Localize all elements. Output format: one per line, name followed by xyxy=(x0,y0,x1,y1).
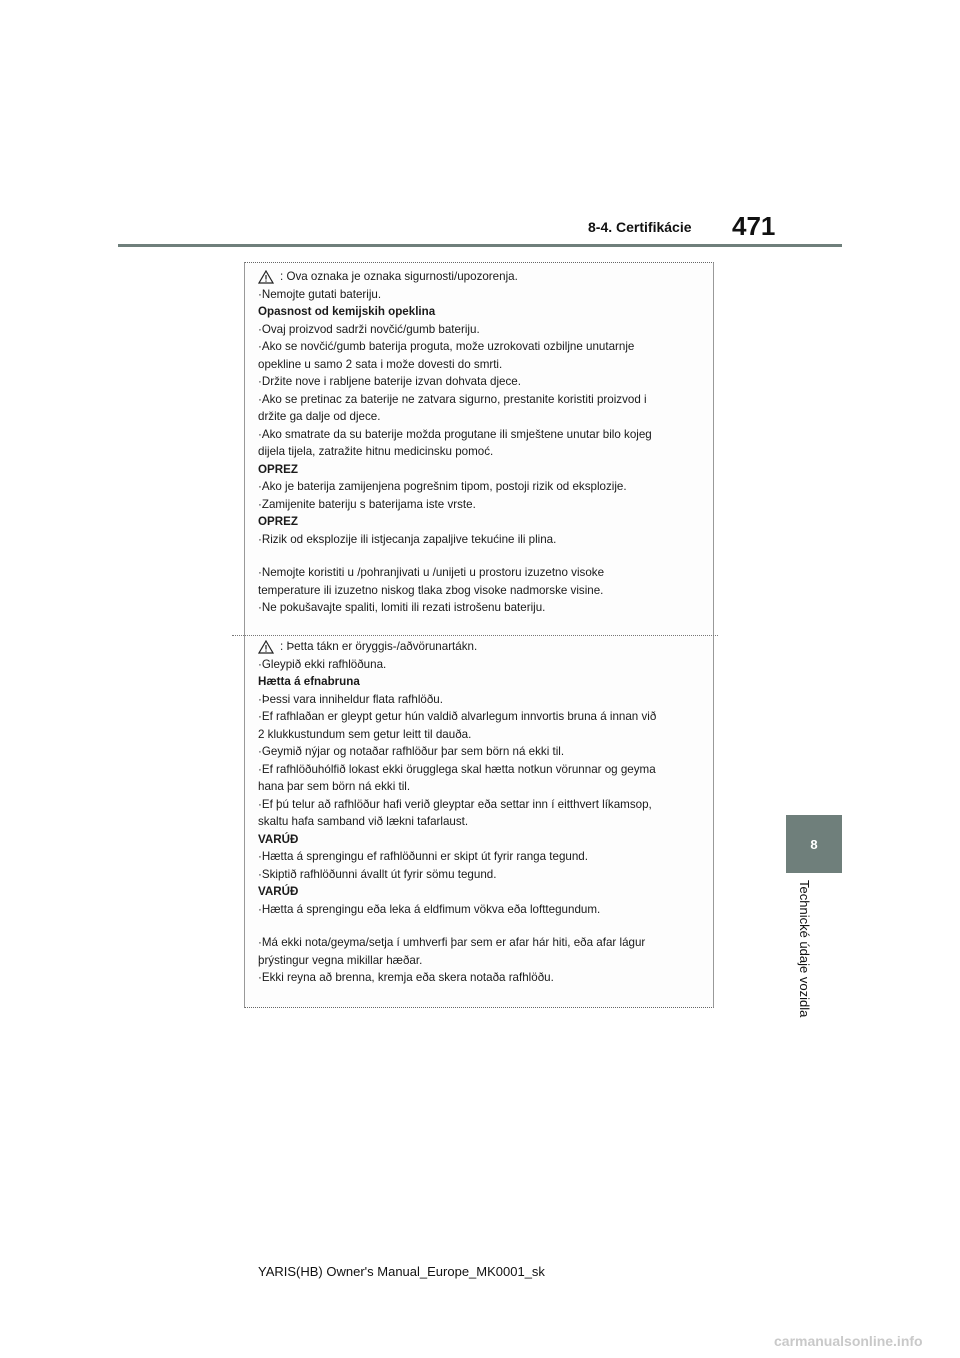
chapter-tab: 8 xyxy=(786,815,842,873)
section-heading: Opasnost od kemijskih opeklina xyxy=(258,305,436,318)
section-title: 8-4. Certifikácie xyxy=(588,219,692,235)
text-line: ·Nemojte gutati bateriju. xyxy=(258,287,382,301)
text-line: ·Ne pokušavajte spaliti, lomiti ili rezati istrošenu bateriju. xyxy=(258,601,546,614)
text-line: ·Ako smatrate da su baterije možda progutane ili smještene unutar bilo kojeg xyxy=(258,427,652,441)
croatian-section xyxy=(258,268,698,617)
text-line: ·Ovaj proizvod sadrži novčić/gumb bateriju. xyxy=(258,322,480,336)
section-heading: VARÚÐ xyxy=(258,885,299,898)
section-heading: Hætta á efnabruna xyxy=(258,675,360,688)
text-line: ·Má ekki nota/geyma/setja í umhverfi þar sem er afar hár hiti, eða afar lágur xyxy=(258,936,646,949)
text-line: ·Zamijenite bateriju s baterijama iste vrste. xyxy=(258,497,476,511)
icelandic-warning-text: : Þetta tákn er öryggis-/aðvörunartákn. xyxy=(280,640,478,653)
text-line: ·Gleypið ekki rafhlöðuna. xyxy=(258,657,387,671)
text-line: dijela tijela, zatražite hitnu medicinsku pomoć. xyxy=(258,445,494,458)
section-heading: OPREZ xyxy=(258,515,298,528)
text-line: ·Hætta á sprengingu eða leka á eldfimum vökva eða lofttegundum. xyxy=(258,902,601,916)
text-line: þrýstingur vegna mikillar hæðar. xyxy=(258,953,423,967)
text-line: ·Ef þú telur að rafhlöður hafi verið gleyptar eða settar inn í eitthvert líkamsop, xyxy=(258,797,652,811)
text-line: ·Rizik od eksplozije ili istjecanja zapaljive tekućine ili plina. xyxy=(258,532,557,546)
text-line: opekline u samo 2 sata i može dovesti do smrti. xyxy=(258,357,503,371)
croatian-warning-text: : Ova oznaka je oznaka sigurnosti/upozorenja. xyxy=(280,270,518,283)
text-line: ·Ako se pretinac za baterije ne zatvara sigurno, prestanite koristiti proizvod i xyxy=(258,392,647,406)
text-line: ·Skiptið rafhlöðunni ávallt út fyrir sömu tegund. xyxy=(258,867,497,881)
section-heading: VARÚÐ xyxy=(258,832,299,846)
chapter-label: Technické údaje vozidla xyxy=(797,880,812,1018)
text-line: ·Ako se novčić/gumb baterija proguta, može uzrokovati ozbiljne unutarnje xyxy=(258,340,635,353)
warning-triangle-icon xyxy=(258,640,274,654)
section-heading: OPREZ xyxy=(258,462,298,476)
text-line: temperature ili izuzetno niskog tlaka zbog visoke nadmorske visine. xyxy=(258,583,604,597)
watermark: carmanualsonline.info xyxy=(774,1333,923,1349)
scan-divider xyxy=(232,635,718,636)
page-number: 471 xyxy=(732,211,776,241)
text-line: ·Držite nove i rabljene baterije izvan dohvata djece. xyxy=(258,375,521,388)
text-line: 2 klukkustundum sem getur leitt til dauða. xyxy=(258,727,472,741)
text-line: hana þar sem börn ná ekki til. xyxy=(258,780,411,793)
text-line: držite ga dalje od djece. xyxy=(258,410,381,423)
text-line: ·Nemojte koristiti u /pohranjivati u /unijeti u prostoru izuzetno visoke xyxy=(258,566,605,579)
text-line: ·Ef rafhlöðuhólfið lokast ekki örugglega skal hætta notkun vörunnar og geyma xyxy=(258,762,656,776)
header-rule xyxy=(118,244,842,247)
text-line: ·Ef rafhlaðan er gleypt getur hún valdið alvarlegum innvortis bruna á innan við xyxy=(258,710,657,723)
text-line: ·Geymið nýjar og notaðar rafhlöður þar sem börn ná ekki til. xyxy=(258,745,565,758)
icelandic-section xyxy=(258,638,698,987)
warning-triangle-icon xyxy=(258,270,274,284)
manual-footer: YARIS(HB) Owner's Manual_Europe_MK0001_sk xyxy=(258,1264,545,1279)
text-line: ·Hætta á sprengingu ef rafhlöðunni er skipt út fyrir ranga tegund. xyxy=(258,850,588,863)
text-line: ·Þessi vara inniheldur flata rafhlöðu. xyxy=(258,692,443,706)
icelandic-warning-line xyxy=(258,638,698,656)
croatian-warning-line xyxy=(258,268,698,286)
text-line: ·Ako je baterija zamijenjena pogrešnim tipom, postoji rizik od eksplozije. xyxy=(258,480,627,493)
text-line: ·Ekki reyna að brenna, kremja eða skera notaða rafhlöðu. xyxy=(258,971,554,984)
text-line: skaltu hafa samband við lækni tafarlaust. xyxy=(258,815,469,828)
